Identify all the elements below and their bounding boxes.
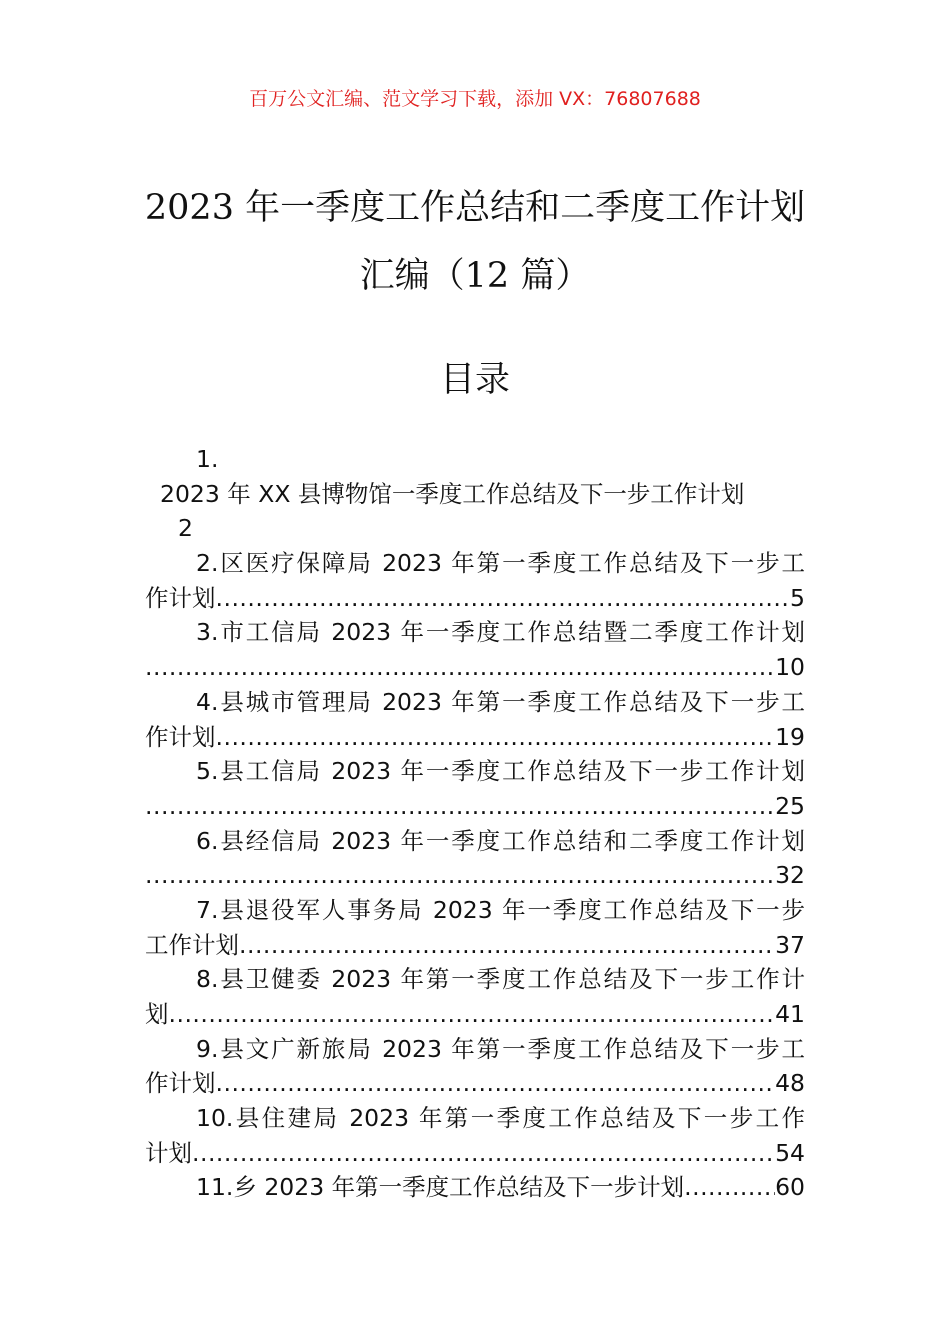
document-title-line2: 汇编（12 篇） — [359, 256, 591, 296]
table-of-contents — [145, 442, 805, 1205]
toc-entry-1[interactable] — [145, 442, 805, 477]
toc-entry-page: 5 — [790, 583, 805, 612]
toc-entry-continuation[interactable] — [145, 789, 805, 824]
dot-leader — [145, 858, 775, 893]
toc-entry-continuation[interactable] — [145, 997, 805, 1032]
toc-entry-page: 37 — [775, 930, 805, 959]
toc-entry-page: 60 — [775, 1173, 805, 1202]
toc-entry-continuation[interactable] — [145, 720, 805, 755]
dot-leader — [145, 789, 775, 824]
toc-entry-10[interactable] — [145, 1101, 805, 1136]
toc-entry-text: 2023 年 XX 县博物馆一季度工作总结及下一步工作计划 — [160, 479, 745, 508]
toc-entry-2[interactable] — [145, 546, 805, 581]
toc-entry-continuation[interactable] — [145, 1136, 805, 1171]
dot-leader — [192, 1136, 775, 1171]
toc-entry-text: 10.县住建局 2023 年第一季度工作总结及下一步工作 — [196, 1104, 805, 1133]
toc-entry-9[interactable] — [145, 1032, 805, 1067]
toc-heading: 目录 — [439, 360, 510, 400]
toc-entry-text: 划 — [145, 1000, 169, 1028]
toc-entry-text: 2.区医疗保障局 2023 年第一季度工作总结及下一步工 — [196, 549, 805, 578]
toc-entry-continuation[interactable] — [145, 928, 805, 963]
toc-entry-text: 6.县经信局 2023 年一季度工作总结和二季度工作计划 — [196, 826, 805, 855]
document-title-line1: 2023 年一季度工作总结和二季度工作计划 — [144, 188, 806, 228]
toc-entry-text: 计划 — [145, 1138, 192, 1167]
toc-entry-page: 2 — [178, 514, 193, 543]
watermark-banner: 百万公文汇编、范文学习下载，添加 VX：76807688 — [249, 88, 701, 110]
toc-entry-text: 作计划 — [145, 583, 216, 612]
dot-leader — [145, 650, 775, 685]
toc-entry-text: 工作计划 — [145, 930, 239, 959]
dot-leader — [239, 928, 775, 963]
toc-entry-page: 19 — [775, 722, 805, 751]
toc-entry-6[interactable] — [145, 824, 805, 859]
toc-entry-text: 3.市工信局 2023 年一季度工作总结暨二季度工作计划 — [196, 618, 805, 647]
toc-entry-continuation[interactable] — [145, 858, 805, 893]
toc-entry-3[interactable] — [145, 615, 805, 650]
toc-entry-page: 32 — [775, 861, 805, 890]
dot-leader — [216, 1066, 776, 1101]
toc-entry-text: 7.县退役军人事务局 2023 年一季度工作总结及下一步 — [196, 895, 805, 924]
toc-entry-text: 4.县城市管理局 2023 年第一季度工作总结及下一步工 — [196, 687, 805, 716]
dot-leader — [169, 997, 776, 1032]
toc-entry-11[interactable] — [145, 1170, 805, 1205]
toc-entry-continuation[interactable] — [145, 650, 805, 685]
toc-entry-text: 作计划 — [145, 1069, 216, 1098]
toc-entry-text: 8.县卫健委 2023 年第一季度工作总结及下一步工作计 — [196, 965, 805, 994]
toc-entry-page: 41 — [775, 1000, 805, 1028]
dot-leader — [216, 720, 776, 755]
dot-leader — [684, 1170, 775, 1205]
toc-entry-page: 54 — [775, 1138, 805, 1167]
toc-entry-continuation[interactable] — [145, 581, 805, 616]
toc-entry-text: 1. — [196, 445, 219, 473]
toc-entry-text: 作计划 — [145, 722, 216, 751]
toc-entry-5[interactable] — [145, 754, 805, 789]
dot-leader — [216, 581, 791, 616]
toc-entry-7[interactable] — [145, 893, 805, 928]
toc-entry-text: 11.乡 2023 年第一季度工作总结及下一步计划 — [196, 1173, 685, 1202]
toc-entry-continuation[interactable] — [145, 1066, 805, 1101]
toc-entry-page: 10 — [775, 653, 805, 682]
toc-entry-text: 9.县文广新旅局 2023 年第一季度工作总结及下一步工 — [196, 1034, 805, 1063]
toc-entry-text: 5.县工信局 2023 年一季度工作总结及下一步工作计划 — [196, 757, 805, 786]
toc-entry-page: 48 — [775, 1069, 805, 1098]
toc-entry-4[interactable] — [145, 685, 805, 720]
toc-entry-8[interactable] — [145, 962, 805, 997]
toc-entry-page: 25 — [775, 791, 805, 820]
